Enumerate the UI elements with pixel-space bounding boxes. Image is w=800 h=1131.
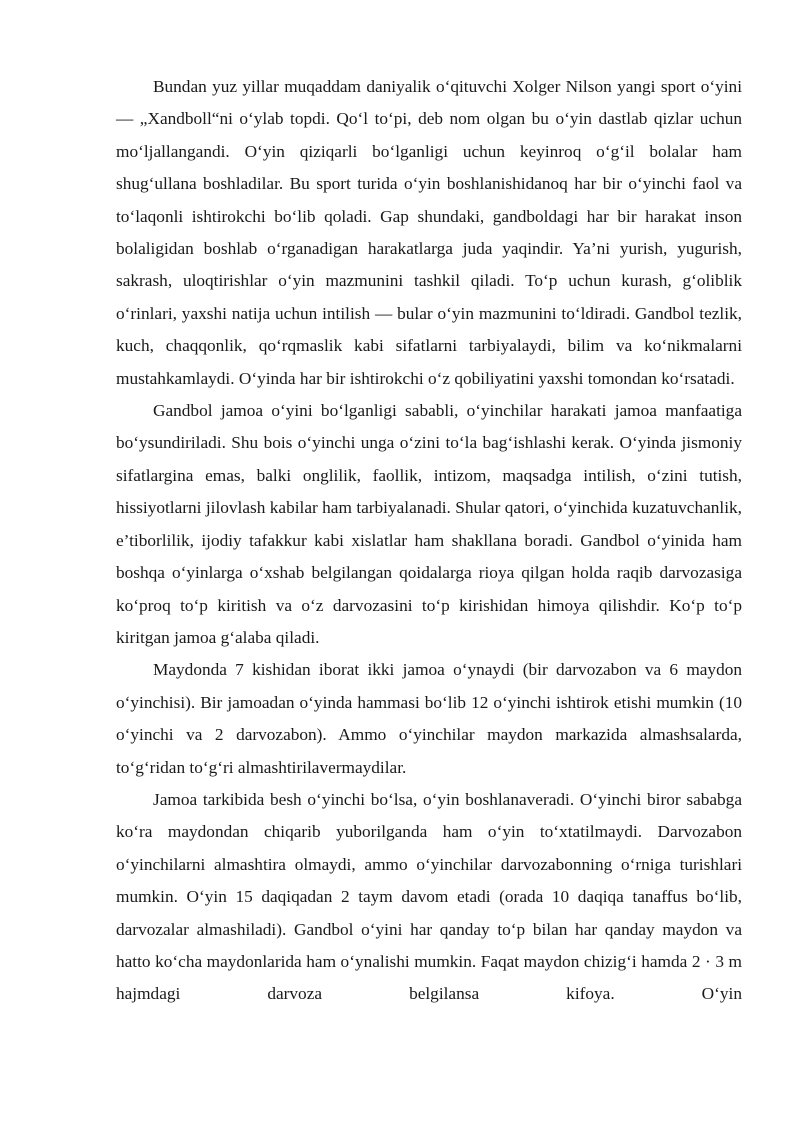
paragraph-4: Jamoa tarkibida besh o‘yinchi bo‘lsa, o‘yin boshlanaveradi. O‘yinchi biror sababga ko‘ra maydondan chiqarib yuborilganda ham o‘yin to‘xtatilmaydi. Darvozabon o‘yinchilarni almashtira olmaydi, ammo o‘yinchilar darvozabonning o‘rniga turishlari mumkin. O‘yin 15 daqiqadan 2 taym davom etadi (orada 10 daqiqa tanaffus bo‘lib, darvozalar almashiladi). Gandbol o‘yini har qanday to‘p bilan har qanday maydon va hatto ko‘cha maydonlarida ham o‘ynalishi mumkin. Faqat maydon chizig‘i hamda 2 · 3 m hajmdagi darvoza belgilansa kifoya. O‘yin — [116, 789, 742, 1004]
paragraph-1: Bundan yuz yillar muqaddam daniyalik o‘qituvchi Xolger Nilson yangi sport o‘yini — „Xandboll“ni o‘ylab topdi. Qo‘l to‘pi, deb nom olgan bu o‘yin dastlab qizlar uchun mo‘ljallangandi. O‘yin qiziqarli bo‘lganligi uchun keyinroq o‘g‘il bolalar ham shug‘ullana boshladilar. Bu sport turida o‘yin boshlanishidanoq har bir o‘yinchi faol va to‘laqonli ishtirokchi bo‘lib qoladi. Gap shundaki, gandboldagi har bir harakat inson bolaligidan boshlab o‘rganadigan harakatlarga juda yaqindir. Ya’ni yurish, yugurish, sakrash, uloqtirishlar o‘yin mazmunini tashkil qiladi. To‘p uchun kurash, g‘oliblik o‘rinlari, yaxshi natija uchun intilish — bular o‘yin mazmunini to‘ldiradi. Gandbol tezlik, kuch, chaqqonlik, qo‘rqmaslik kabi sifatlarni tarbiyalaydi, bilim va ko‘nikmalarni mustahkamlaydi. O‘yinda har bir ishtirokchi o‘z qobiliyatini yaxshi tomondan ko‘rsatadi. — [116, 77, 742, 388]
paragraph-2: Gandbol jamoa o‘yini bo‘lganligi sababli, o‘yinchilar harakati jamoa manfaatiga bo‘ysundiriladi. Shu bois o‘yinchi unga o‘zini to‘la bag‘ishlashi kerak. O‘yinda jismoniy sifatlargina emas, balki onglilik, faollik, intizom, maqsadga intilish, o‘zini tutish, hissiyotlarni jilovlash kabilar ham tarbiyalanadi. Shular qatori, o‘yinchida kuzatuvchanlik, e’tiborlilik, ijodiy tafakkur kabi xislatlar ham shakllana boradi. Gandbol o‘yinida ham boshqa o‘yinlarga o‘xshab belgilangan qoidalarga rioya qilgan holda raqib darvozasiga ko‘proq to‘p kiritish va o‘z darvozasini to‘p kirishidan himoya qilishdir. Ko‘p to‘p kiritgan jamoa g‘alaba qiladi. — [116, 401, 742, 647]
paragraph-3: Maydonda 7 kishidan iborat ikki jamoa o‘ynaydi (bir darvozabon va 6 maydon o‘yinchisi). Bir jamoadan o‘yinda hammasi bo‘lib 12 o‘yinchi ishtirok etishi mumkin (10 o‘yinchi va 2 darvozabon). Ammo o‘yinchilar maydon markazida almashsalarda, to‘g‘ridan to‘g‘ri almashtirilavermaydilar. — [116, 660, 742, 777]
body-text — [116, 71, 742, 1011]
